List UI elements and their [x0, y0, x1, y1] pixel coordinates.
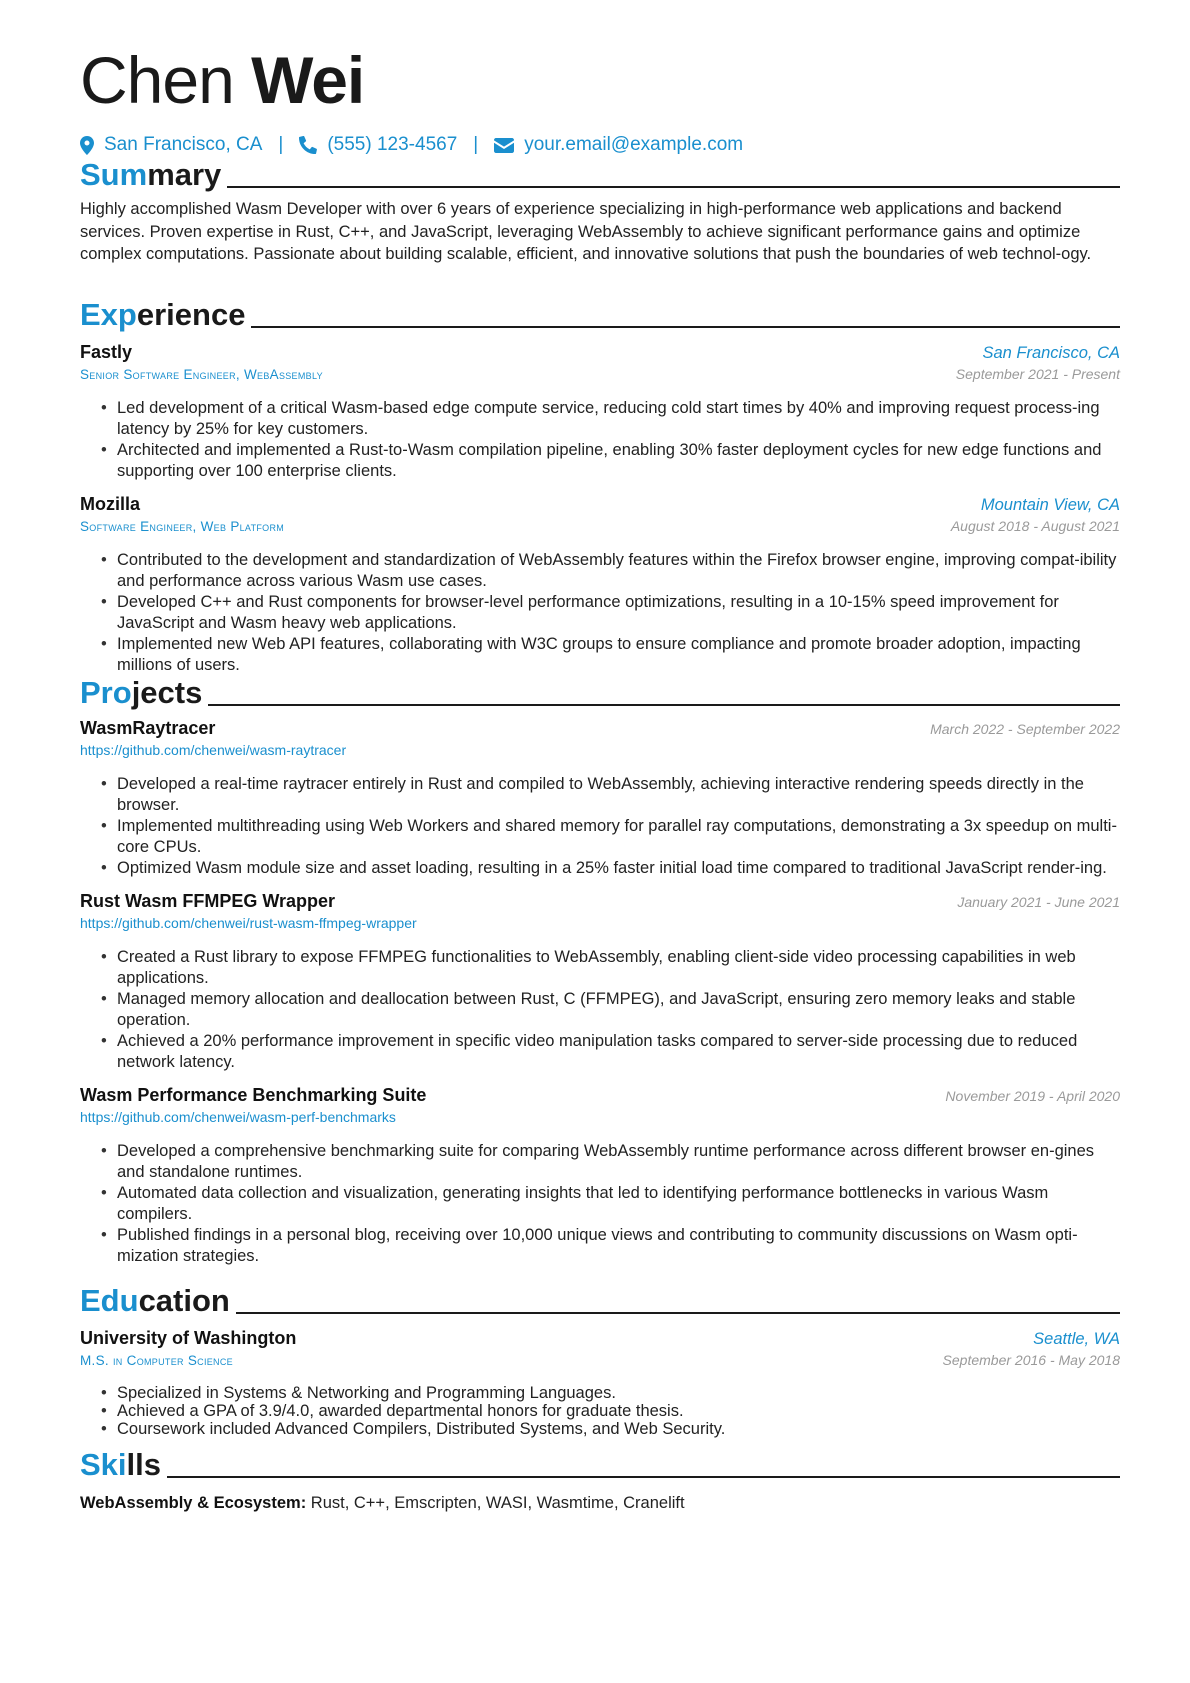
- separator: |: [473, 134, 479, 155]
- company-name: Mozilla: [80, 494, 141, 514]
- list-item: • Architected and implemented a Rust-to-Wasm compilation pipeline, enabling 30% faster deployment cycles for new edge functions and supporting over 100 enterprise clients.: [80, 440, 1120, 482]
- project-link[interactable]: https://github.com/chenwei/wasm-raytracer: [80, 742, 347, 758]
- email-text: your.email@example.com: [524, 134, 744, 155]
- project-name: Wasm Performance Benchmarking Suite: [80, 1085, 427, 1105]
- project-entry: [80, 891, 1120, 1073]
- education-entry: [80, 1328, 1120, 1438]
- section-heading: [80, 294, 1120, 332]
- list-item: • Coursework included Advanced Compilers, Distributed Systems, and Web Security.: [80, 1420, 1120, 1438]
- section-heading: [80, 1280, 1120, 1318]
- project-dates: January 2021 - June 2021: [957, 894, 1120, 910]
- section-rule: [227, 186, 1120, 188]
- location-text: San Francisco, CA: [104, 134, 263, 155]
- section-title: Experience: [80, 297, 246, 332]
- bullet-list: [80, 947, 1120, 1073]
- bullet-list: [80, 398, 1120, 482]
- bullet-list: [80, 774, 1120, 879]
- job-location: Mountain View, CA: [980, 496, 1120, 514]
- phone-text: (555) 123-4567: [327, 134, 458, 155]
- list-item: • Managed memory allocation and deallocation between Rust, C (FFMPEG), and JavaScript, ensuring zero memory leaks and stable operation.: [80, 989, 1120, 1031]
- summary-section: [80, 154, 1120, 266]
- job-title: Software Engineer, Web Platform: [80, 519, 285, 534]
- first-name: Chen: [80, 43, 234, 117]
- list-item: • Led development of a critical Wasm-based edge compute service, reducing cold start times by 40% and improving request process-ing latency by 25% for key customers.: [80, 398, 1120, 440]
- list-item: • Implemented multithreading using Web Workers and shared memory for parallel ray computations, demonstrating a 3x speedup on multi-core CPUs.: [80, 816, 1120, 858]
- section-rule: [236, 1312, 1120, 1314]
- company-name: Fastly: [80, 342, 133, 362]
- project-dates: November 2019 - April 2020: [945, 1088, 1120, 1104]
- project-name: Rust Wasm FFMPEG Wrapper: [80, 891, 336, 911]
- contact-phone[interactable]: [299, 134, 457, 156]
- degree: M.S. in Computer Science: [80, 1353, 233, 1368]
- section-heading: [80, 672, 1120, 710]
- project-entry: [80, 718, 1120, 879]
- skills-section: [80, 1444, 1120, 1514]
- section-title: Education: [80, 1283, 230, 1318]
- skills-line: [80, 1492, 1120, 1514]
- project-link[interactable]: https://github.com/chenwei/wasm-perf-benchmarks: [80, 1109, 396, 1125]
- skills-label: WebAssembly & Ecosystem:: [80, 1494, 307, 1512]
- school-name: University of Washington: [80, 1328, 297, 1348]
- section-heading: [80, 1444, 1120, 1482]
- list-item: • Achieved a 20% performance improvement in specific video manipulation tasks compared to server-side processing due to reduced network latency.: [80, 1031, 1120, 1073]
- candidate-name: [80, 42, 364, 118]
- job-entry: [80, 342, 1120, 482]
- list-item: • Created a Rust library to expose FFMPEG functionalities to WebAssembly, enabling client-side video processing capabilities in web applications.: [80, 947, 1120, 989]
- contact-email[interactable]: [494, 134, 743, 156]
- job-dates: September 2021 - Present: [955, 366, 1120, 382]
- list-item: • Automated data collection and visualization, generating insights that led to identifying performance bottlenecks in various Wasm compilers.: [80, 1183, 1120, 1225]
- school-location: Seattle, WA: [1033, 1330, 1120, 1348]
- last-name: Wei: [251, 43, 365, 117]
- section-rule: [208, 704, 1120, 706]
- list-item: • Developed a real-time raytracer entirely in Rust and compiled to WebAssembly, achieving interactive rendering speeds directly in the browser.: [80, 774, 1120, 816]
- list-item: • Developed a comprehensive benchmarking suite for comparing WebAssembly runtime performance across different browser en-gines and standalone runtimes.: [80, 1141, 1120, 1183]
- bullet-list: [80, 1384, 1120, 1438]
- job-entry: [80, 494, 1120, 676]
- project-dates: March 2022 - September 2022: [930, 721, 1120, 737]
- section-title: Skills: [80, 1447, 161, 1482]
- education-section: [80, 1280, 1120, 1438]
- envelope-icon: [494, 138, 514, 153]
- list-item: • Implemented new Web API features, collaborating with W3C groups to ensure compliance and promote broader adoption, impacting millions of users.: [80, 634, 1120, 676]
- projects-section: [80, 672, 1120, 1267]
- separator: |: [278, 134, 284, 155]
- phone-icon: [299, 136, 317, 154]
- skills-value: Rust, C++, Emscripten, WASI, Wasmtime, Cranelift: [306, 1494, 685, 1512]
- project-link[interactable]: https://github.com/chenwei/rust-wasm-ffmpeg-wrapper: [80, 915, 417, 931]
- contact-bar: [80, 134, 743, 156]
- contact-location: [80, 134, 262, 156]
- map-pin-icon: [80, 136, 94, 155]
- list-item: • Developed C++ and Rust components for browser-level performance optimizations, resulting in a 10-15% speed improvement for JavaScript and Wasm heavy web applications.: [80, 592, 1120, 634]
- section-rule: [251, 326, 1120, 328]
- project-entry: [80, 1085, 1120, 1267]
- section-heading: [80, 154, 1120, 192]
- job-dates: August 2018 - August 2021: [950, 518, 1120, 534]
- section-title: Projects: [80, 675, 203, 710]
- list-item: • Achieved a GPA of 3.9/4.0, awarded departmental honors for graduate thesis.: [80, 1402, 1120, 1420]
- list-item: • Published findings in a personal blog, receiving over 10,000 unique views and contributing to community discussions on Wasm opti-mization strategies.: [80, 1225, 1120, 1267]
- list-item: • Contributed to the development and standardization of WebAssembly features within the Firefox browser engine, improving compat-ibility and performance across various Wasm use cases.: [80, 550, 1120, 592]
- bullet-list: [80, 1141, 1120, 1267]
- bullet-list: [80, 550, 1120, 676]
- section-rule: [167, 1476, 1120, 1478]
- section-title: Summary: [80, 157, 222, 192]
- list-item: • Specialized in Systems & Networking and Programming Languages.: [80, 1384, 1120, 1402]
- list-item: • Optimized Wasm module size and asset loading, resulting in a 25% faster initial load time compared to traditional JavaScript render-ing.: [80, 858, 1120, 879]
- job-title: Senior Software Engineer, WebAssembly: [80, 367, 323, 382]
- education-dates: September 2016 - May 2018: [942, 1352, 1120, 1368]
- experience-section: [80, 294, 1120, 676]
- project-name: WasmRaytracer: [80, 718, 216, 738]
- job-location: San Francisco, CA: [982, 344, 1120, 362]
- summary-text: Highly accomplished Wasm Developer with over 6 years of experience specializing in high-performance web applications and backend services. Proven expertise in Rust, C++, and JavaScript, leveraging WebAssembly to achieve significant performance gains and optimize complex computations. Passionate about building scalable, efficient, and innovative solutions that push the boundaries of web technol-ogy.: [80, 200, 1092, 263]
